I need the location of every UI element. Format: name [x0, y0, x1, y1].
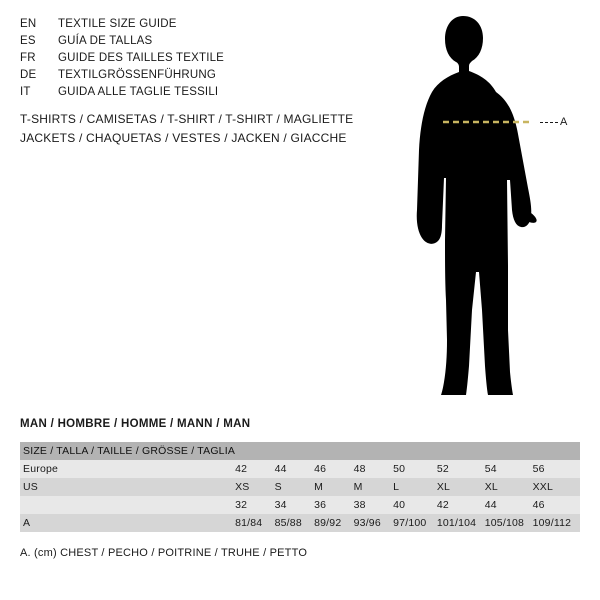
table-cell: 93/96 [354, 514, 394, 532]
table-cell: 36 [314, 496, 354, 514]
table-cell: 105/108 [485, 514, 533, 532]
category-line-tshirts: T-SHIRTS / CAMISETAS / T-SHIRT / T-SHIRT / MAGLIETTE [20, 112, 354, 126]
table-cell: XS [235, 478, 275, 496]
category-block [20, 110, 420, 148]
language-title: TEXTILE SIZE GUIDE [58, 18, 177, 30]
table-header-row [20, 442, 580, 460]
table-cell: 109/112 [533, 514, 580, 532]
language-title: TEXTILGRÖSSENFÜHRUNG [58, 69, 216, 81]
table-cell: 46 [314, 460, 354, 478]
row-label: Europe [20, 460, 235, 478]
table-cell: 42 [235, 460, 275, 478]
table-header-spacer [235, 442, 275, 460]
table-header-spacer [533, 442, 580, 460]
language-code: ES [20, 35, 36, 47]
table-header-spacer [393, 442, 437, 460]
table-cell: 85/88 [275, 514, 315, 532]
table-cell: 56 [533, 460, 580, 478]
table-cell: XL [437, 478, 485, 496]
table-cell: 81/84 [235, 514, 275, 532]
language-code: FR [20, 52, 36, 64]
table-cell: M [354, 478, 394, 496]
table-cell: 101/104 [437, 514, 485, 532]
male-silhouette-icon [400, 10, 600, 410]
language-row [20, 84, 380, 101]
table-cell: 32 [235, 496, 275, 514]
male-figure-illustration [400, 10, 600, 410]
measurement-footnote: A. (cm) CHEST / PECHO / POITRINE / TRUHE / PETTO [20, 547, 308, 559]
table-cell: 44 [485, 496, 533, 514]
row-label [20, 496, 235, 514]
table-header-label: SIZE / TALLA / TAILLE / GRÖSSE / TAGLIA [20, 442, 235, 460]
table-cell: XL [485, 478, 533, 496]
row-label: US [20, 478, 235, 496]
table-header-spacer [354, 442, 394, 460]
table-cell: XXL [533, 478, 580, 496]
table-row [20, 514, 580, 532]
language-row [20, 33, 380, 50]
size-table [20, 442, 580, 532]
table-cell: 40 [393, 496, 437, 514]
table-cell: 48 [354, 460, 394, 478]
table-cell: M [314, 478, 354, 496]
table-header-spacer [437, 442, 485, 460]
table-cell: 50 [393, 460, 437, 478]
language-row [20, 50, 380, 67]
table-cell: 89/92 [314, 514, 354, 532]
language-title-block [20, 16, 380, 101]
table-cell: 34 [275, 496, 315, 514]
marker-leader-line [540, 122, 558, 124]
table-cell: 44 [275, 460, 315, 478]
table-title: MAN / HOMBRE / HOMME / MANN / MAN [20, 418, 251, 430]
table-cell: 97/100 [393, 514, 437, 532]
table-header-spacer [314, 442, 354, 460]
language-code: EN [20, 18, 37, 30]
table-header-spacer [485, 442, 533, 460]
table-row [20, 460, 580, 478]
table-cell: 46 [533, 496, 580, 514]
language-row [20, 16, 380, 33]
table-cell: 38 [354, 496, 394, 514]
language-code: IT [20, 86, 31, 98]
measure-marker-label: A [560, 116, 568, 128]
table-header-spacer [275, 442, 315, 460]
language-row [20, 67, 380, 84]
language-title: GUIDA ALLE TAGLIE TESSILI [58, 86, 219, 98]
table-cell: 54 [485, 460, 533, 478]
language-title: GUIDE DES TAILLES TEXTILE [58, 52, 225, 64]
table-row [20, 478, 580, 496]
table-cell: L [393, 478, 437, 496]
table-cell: S [275, 478, 315, 496]
table-cell: 52 [437, 460, 485, 478]
row-label: A [20, 514, 235, 532]
table-cell: 42 [437, 496, 485, 514]
table-row [20, 496, 580, 514]
language-title: GUÍA DE TALLAS [58, 35, 153, 47]
language-code: DE [20, 69, 37, 81]
category-line-jackets: JACKETS / CHAQUETAS / VESTES / JACKEN / GIACCHE [20, 131, 347, 145]
